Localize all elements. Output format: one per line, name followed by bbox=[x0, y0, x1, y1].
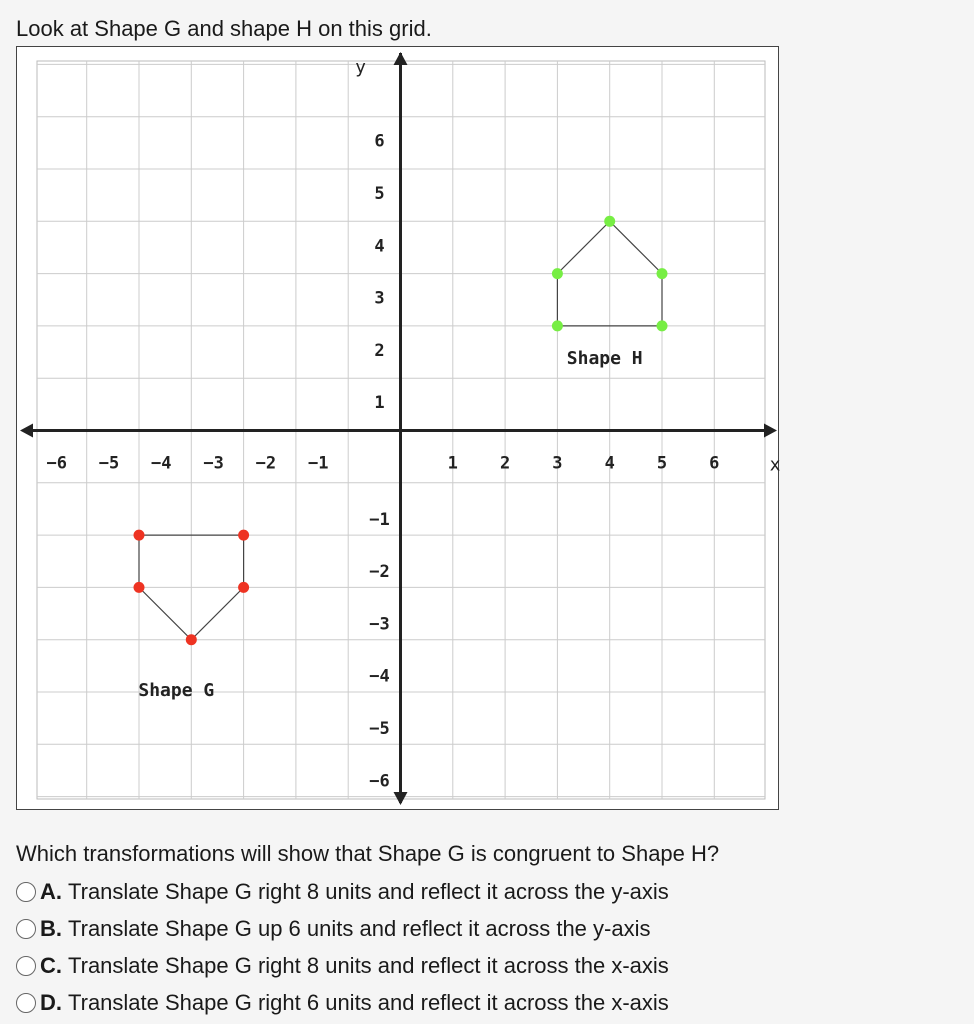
y-tick-label: −4 bbox=[369, 666, 390, 687]
vertex-point bbox=[604, 216, 615, 227]
y-tick-label: 1 bbox=[374, 393, 385, 414]
vertex-point bbox=[552, 268, 563, 279]
x-tick-label: −6 bbox=[46, 453, 67, 474]
x-tick-label: 6 bbox=[709, 453, 720, 474]
choice-a[interactable] bbox=[16, 873, 669, 910]
y-tick-label: 3 bbox=[374, 288, 385, 309]
radio-d[interactable] bbox=[16, 993, 36, 1013]
vertex-point bbox=[238, 530, 249, 541]
x-tick-label: 4 bbox=[604, 453, 615, 474]
y-tick-label: −1 bbox=[369, 509, 390, 530]
vertex-point bbox=[552, 320, 563, 331]
question-text: Which transformations will show that Shape G is congruent to Shape H? bbox=[16, 841, 720, 866]
y-tick-label: −5 bbox=[369, 719, 390, 739]
shape-label: Shape H bbox=[566, 347, 643, 369]
choice-c[interactable] bbox=[16, 947, 669, 984]
vertex-point bbox=[657, 320, 668, 331]
x-tick-label: 5 bbox=[656, 453, 668, 474]
y-tick-label: 4 bbox=[374, 236, 385, 257]
vertex-point bbox=[186, 634, 197, 645]
x-tick-label: 2 bbox=[499, 453, 511, 474]
choice-c-letter: C. bbox=[40, 952, 62, 978]
y-tick-label: 6 bbox=[374, 131, 385, 152]
choice-a-letter: A. bbox=[40, 878, 62, 904]
x-tick-label: 1 bbox=[447, 453, 458, 474]
coordinate-grid bbox=[16, 46, 779, 810]
choice-c-text: Translate Shape G right 8 units and reflect it across the x-axis bbox=[68, 952, 669, 978]
y-tick-label: −3 bbox=[369, 614, 390, 635]
x-tick-label: −1 bbox=[307, 453, 329, 474]
shape-label: Shape G bbox=[138, 680, 215, 701]
y-axis-label: y bbox=[355, 57, 366, 78]
vertex-point bbox=[134, 530, 145, 541]
prompt-text: Look at Shape G and shape H on this grid. bbox=[16, 16, 432, 41]
y-tick-label: 2 bbox=[374, 340, 385, 361]
x-tick-label: 3 bbox=[552, 453, 563, 474]
choice-d-text: Translate Shape G right 6 units and reflect it across the x-axis bbox=[68, 989, 669, 1015]
x-axis-arrow-right-icon bbox=[764, 424, 777, 438]
choice-b[interactable] bbox=[16, 910, 669, 947]
choice-a-text: Translate Shape G right 8 units and reflect it across the y-axis bbox=[68, 878, 669, 904]
radio-b[interactable] bbox=[16, 919, 36, 939]
y-tick-label: 5 bbox=[374, 184, 385, 204]
x-axis-label: x bbox=[769, 454, 781, 476]
choice-d-letter: D. bbox=[40, 989, 62, 1015]
answer-choices bbox=[16, 873, 669, 1021]
y-tick-label: −2 bbox=[369, 562, 390, 583]
choice-b-text: Translate Shape G up 6 units and reflect it across the y-axis bbox=[68, 915, 651, 941]
x-axis-arrow-left-icon bbox=[20, 424, 33, 438]
vertex-point bbox=[134, 582, 145, 593]
radio-c[interactable] bbox=[16, 956, 36, 976]
choice-b-letter: B. bbox=[40, 915, 62, 941]
vertex-point bbox=[657, 268, 668, 279]
vertex-point bbox=[238, 582, 249, 593]
y-axis-arrow-up-icon bbox=[394, 52, 408, 65]
coordinate-plane bbox=[17, 47, 781, 809]
radio-a[interactable] bbox=[16, 882, 36, 902]
choice-d[interactable] bbox=[16, 984, 669, 1021]
x-tick-label: −4 bbox=[151, 453, 172, 474]
y-tick-label: −6 bbox=[369, 771, 390, 792]
x-tick-label: −2 bbox=[255, 453, 277, 474]
x-tick-label: −5 bbox=[98, 453, 120, 474]
x-tick-label: −3 bbox=[203, 453, 224, 474]
